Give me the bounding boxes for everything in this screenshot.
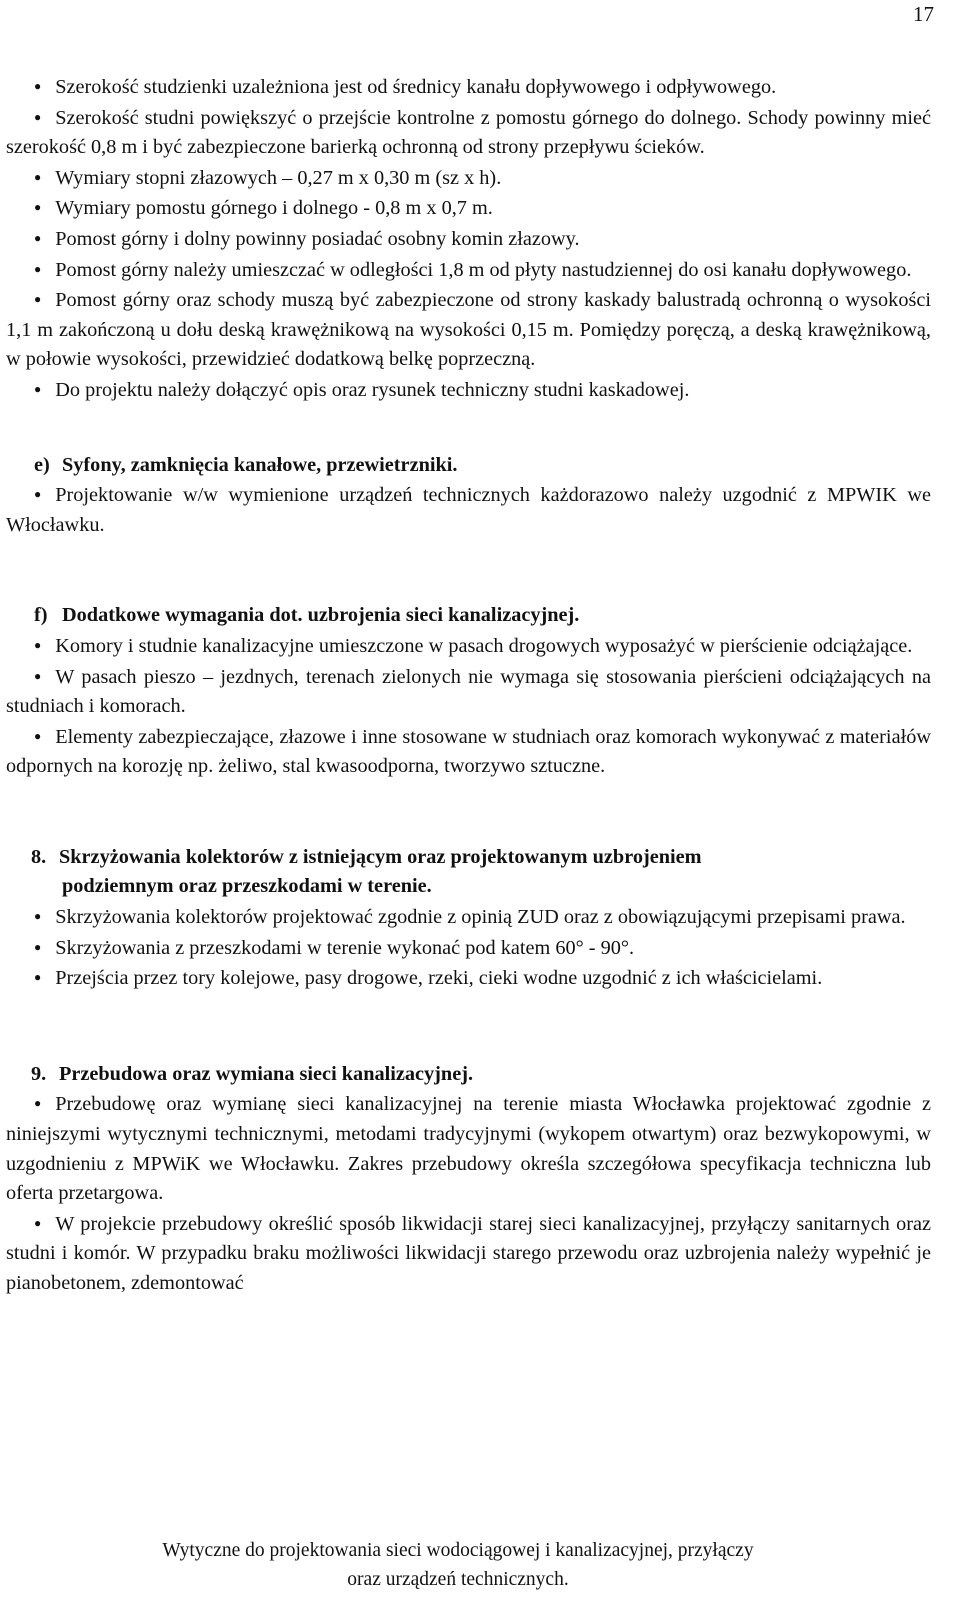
page-number: 17: [913, 2, 934, 26]
footer-line: Wytyczne do projektowania sieci wodociągowej i kanalizacyjnej, przyłączy: [162, 1540, 754, 1561]
list-item: ● Przejścia przez tory kolejowe, pasy drogowe, rzeki, cieki wodne uzgodnić z ich właścicielami.: [6, 963, 931, 994]
section-heading-f: [6, 601, 931, 631]
footer-line: oraz urządzeń technicznych.: [347, 1569, 569, 1590]
section-title: Przebudowa oraz wymiana sieci kanalizacyjnej.: [59, 1062, 474, 1085]
section-heading-8-continued: [6, 872, 931, 902]
list-item: ● Projektowanie w/w wymienione urządzeń technicznych każdorazowo należy uzgodnić z MPWIK we Włocławku.: [6, 480, 931, 540]
section-label: f): [34, 604, 48, 627]
list-item: ● W pasach pieszo – jezdnych, terenach zielonych nie wymaga się stosowania pierścieni odciążających na studniach i komorach.: [6, 662, 931, 722]
section-title-continued: podziemnym oraz przeszkodami w terenie.: [62, 875, 432, 898]
list-item: ● Szerokość studni powiększyć o przejście kontrolne z pomostu górnego do dolnego. Schody powinny mieć szerokość 0,8 m i być zabezpieczone barierką ochronną od strony przepływu ścieków.: [6, 103, 931, 163]
document-body: [6, 72, 931, 1299]
list-item: ● Wymiary stopni złazowych – 0,27 m x 0,30 m (sz x h).: [6, 163, 931, 194]
list-item: ● Pomost górny należy umieszczać w odległości 1,8 m od płyty nastudziennej do osi kanału dopływowego.: [6, 255, 931, 286]
list-item: ● Elementy zabezpieczające, złazowe i inne stosowane w studniach oraz komorach wykonywać z materiałów odpornych na korozję np. żeliwo, stal kwasoodporna, tworzywo sztuczne.: [6, 722, 931, 782]
list-item: ● Do projektu należy dołączyć opis oraz rysunek techniczny studni kaskadowej.: [6, 375, 931, 406]
section-label: 8.: [31, 845, 47, 868]
section-title: Dodatkowe wymagania dot. uzbrojenia sieci kanalizacyjnej.: [62, 604, 580, 627]
page-footer: [0, 1536, 916, 1594]
section-label: 9.: [31, 1062, 47, 1085]
section-heading-9: [6, 1060, 931, 1090]
list-item: ● Skrzyżowania kolektorów projektować zgodnie z opinią ZUD oraz z obowiązującymi przepisami prawa.: [6, 902, 931, 933]
list-item: ● W projekcie przebudowy określić sposób likwidacji starej sieci kanalizacyjnej, przyłączy sanitarnych oraz studni i komór. W przypadku braku możliwości likwidacji starego przewodu oraz uzbrojenia należy wypełnić je pianobetonem, zdemontować: [6, 1209, 931, 1299]
section-label: e): [34, 453, 50, 476]
section-heading-8: [6, 843, 931, 873]
section-heading-e: [6, 451, 931, 481]
section-title: Skrzyżowania kolektorów z istniejącym oraz projektowanym uzbrojeniem: [59, 845, 702, 868]
list-item: ● Szerokość studzienki uzależniona jest od średnicy kanału dopływowego i odpływowego.: [6, 72, 931, 103]
list-item: ● Skrzyżowania z przeszkodami w terenie wykonać pod katem 60° - 90°.: [6, 933, 931, 964]
list-item: ● Pomost górny i dolny powinny posiadać osobny komin złazowy.: [6, 224, 931, 255]
section-title: Syfony, zamknięcia kanałowe, przewietrzniki.: [62, 453, 458, 476]
list-item: ● Komory i studnie kanalizacyjne umieszczone w pasach drogowych wyposażyć w pierścienie odciążające.: [6, 631, 931, 662]
list-item: ● Przebudowę oraz wymianę sieci kanalizacyjnej na terenie miasta Włocławka projektować zgodnie z niniejszymi wytycznymi technicznymi, metodami tradycyjnymi (wykopem otwartym) oraz bezwykopowymi, w uzgodnieniu z MPWiK we Włocławku. Zakres przebudowy określa szczegółowa specyfikacja techniczna lub oferta przetargowa.: [6, 1089, 931, 1208]
list-item: ● Wymiary pomostu górnego i dolnego - 0,8 m x 0,7 m.: [6, 193, 931, 224]
list-item: ● Pomost górny oraz schody muszą być zabezpieczone od strony kaskady balustradą ochronną o wysokości 1,1 m zakończoną u dołu deską krawężnikową na wysokości 0,15 m. Pomiędzy poręczą, a deską krawężnikową, w połowie wysokości, przewidzieć dodatkową belkę poprzeczną.: [6, 285, 931, 375]
